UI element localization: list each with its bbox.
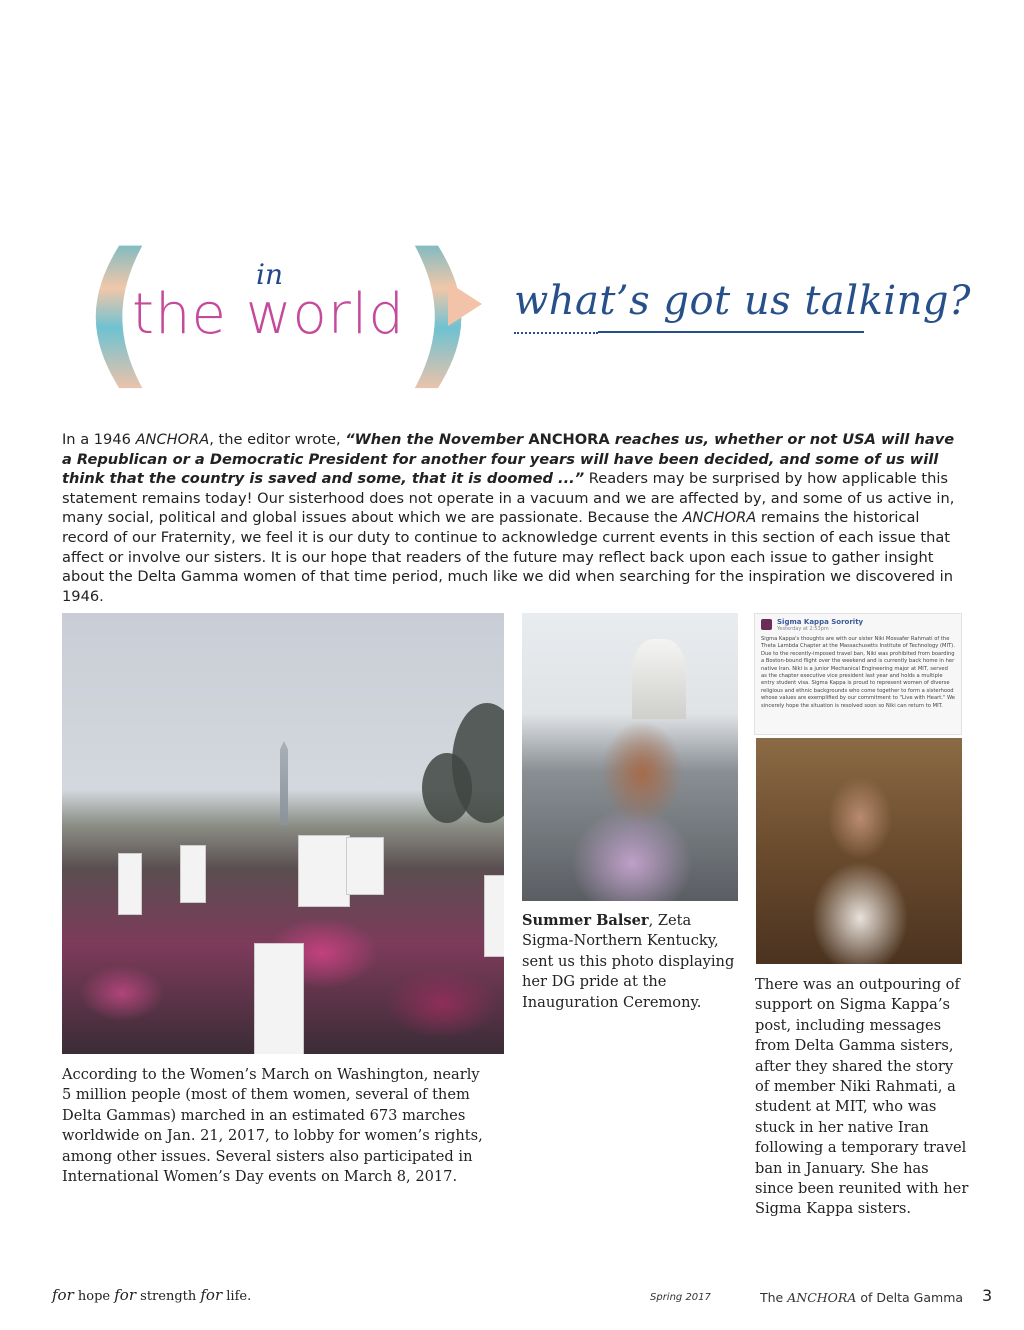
tagline-dotted-rule bbox=[514, 332, 598, 334]
intro-paragraph: In a 1946 ANCHORA, the editor wrote, “When the November ANCHORA reaches us, whether or not USA will have a Republican or a Democratic President for another four years will have been decided, and some of us will think that the country is saved and some, that it is doomed ...” Readers may be surprised by how applicable this statement remains today! Our sisterhood does not operate in a vacuum and we are affected by, and some of us active in, many social, political and global issues about which we are passionate. Because the ANCHORA remains the historical record of our Fraternity, we feel it is our duty to continue to acknowledge current events in this section of each issue that affect or involve our sisters. It is our hope that readers of the future may reflect back upon each issue to gather insight about the Delta Gamma women of that time period, much like we did when searching for the inspiration we discovered in 1946. bbox=[62, 431, 955, 605]
niki-caption: There was an outpouring of support on Sigma Kappa’s post, including messages from Delta Gamma sisters, after they shared the story of member Niki Rahmati, a student at MIT, who was stuck in her native Iran following a temporary travel ban in January. She has since been reunited with her Sigma Kappa sisters. bbox=[755, 976, 969, 1218]
arrow-icon bbox=[448, 282, 482, 326]
facebook-post-screenshot bbox=[754, 613, 962, 735]
tagline-underline bbox=[598, 331, 864, 333]
capitol-inauguration-photo bbox=[522, 613, 738, 901]
washington-monument bbox=[280, 741, 288, 825]
page-number: 3 bbox=[982, 1286, 993, 1305]
womens-march-photo bbox=[62, 613, 504, 1054]
fb-post-date: Yesterday at 2:53pm · bbox=[777, 626, 832, 632]
capitol-dome bbox=[632, 639, 686, 719]
summer-caption: Summer Balser, Zeta Sigma-Northern Kentucky, sent us this photo displaying her DG pride at the Inauguration Ceremony. bbox=[522, 912, 735, 1011]
header-in-label: in bbox=[256, 258, 283, 291]
right-parenthesis-graphic: ) bbox=[402, 218, 476, 405]
header-world-label: the world bbox=[132, 282, 405, 347]
niki-rahmati-photo bbox=[756, 738, 962, 964]
fb-page-name: Sigma Kappa Sorority bbox=[777, 618, 864, 626]
fb-post-body: Sigma Kappa's thoughts are with our sister Niki Mossafer Rahmati of the Theta Lambda Chapter at the Massachusetts Institute of Technology (MIT). Due to the recently-imposed travel ban, Niki was prohibited from boarding a Boston-bound flight over the weekend and is currently back home in her native Iran. Niki is a junior Mechanical Engineering major at MIT, served as the chapter executive vice president last year and holds a multiple entry student visa. Sigma Kappa is proud to represent women of diverse religious and ethnic backgrounds who come together to form a sisterhood whose values are exemplified by our commitment to "Live with Heart." We sincerely hope the situation is resolved soon so Niki can return to MIT. bbox=[761, 636, 955, 709]
left-parenthesis-graphic: ( bbox=[82, 218, 156, 405]
section-tagline: what’s got us talking? bbox=[514, 278, 971, 324]
footer-magazine-title: The ANCHORA of Delta Gamma bbox=[760, 1290, 964, 1305]
march-caption: According to the Women’s March on Washington, nearly 5 million people (most of them women, several of them Delta Gammas) marched in an estimated 673 marches worldwide on Jan. 21, 2017, to lobby for women’s rights, among other issues. Several sisters also participated in International Women’s Day events on March 8, 2017. bbox=[62, 1066, 483, 1186]
sorority-logo-icon bbox=[761, 619, 772, 630]
footer-issue-season: Spring 2017 bbox=[650, 1292, 711, 1303]
footer-slogan: for hope for strength for life. bbox=[52, 1286, 252, 1304]
